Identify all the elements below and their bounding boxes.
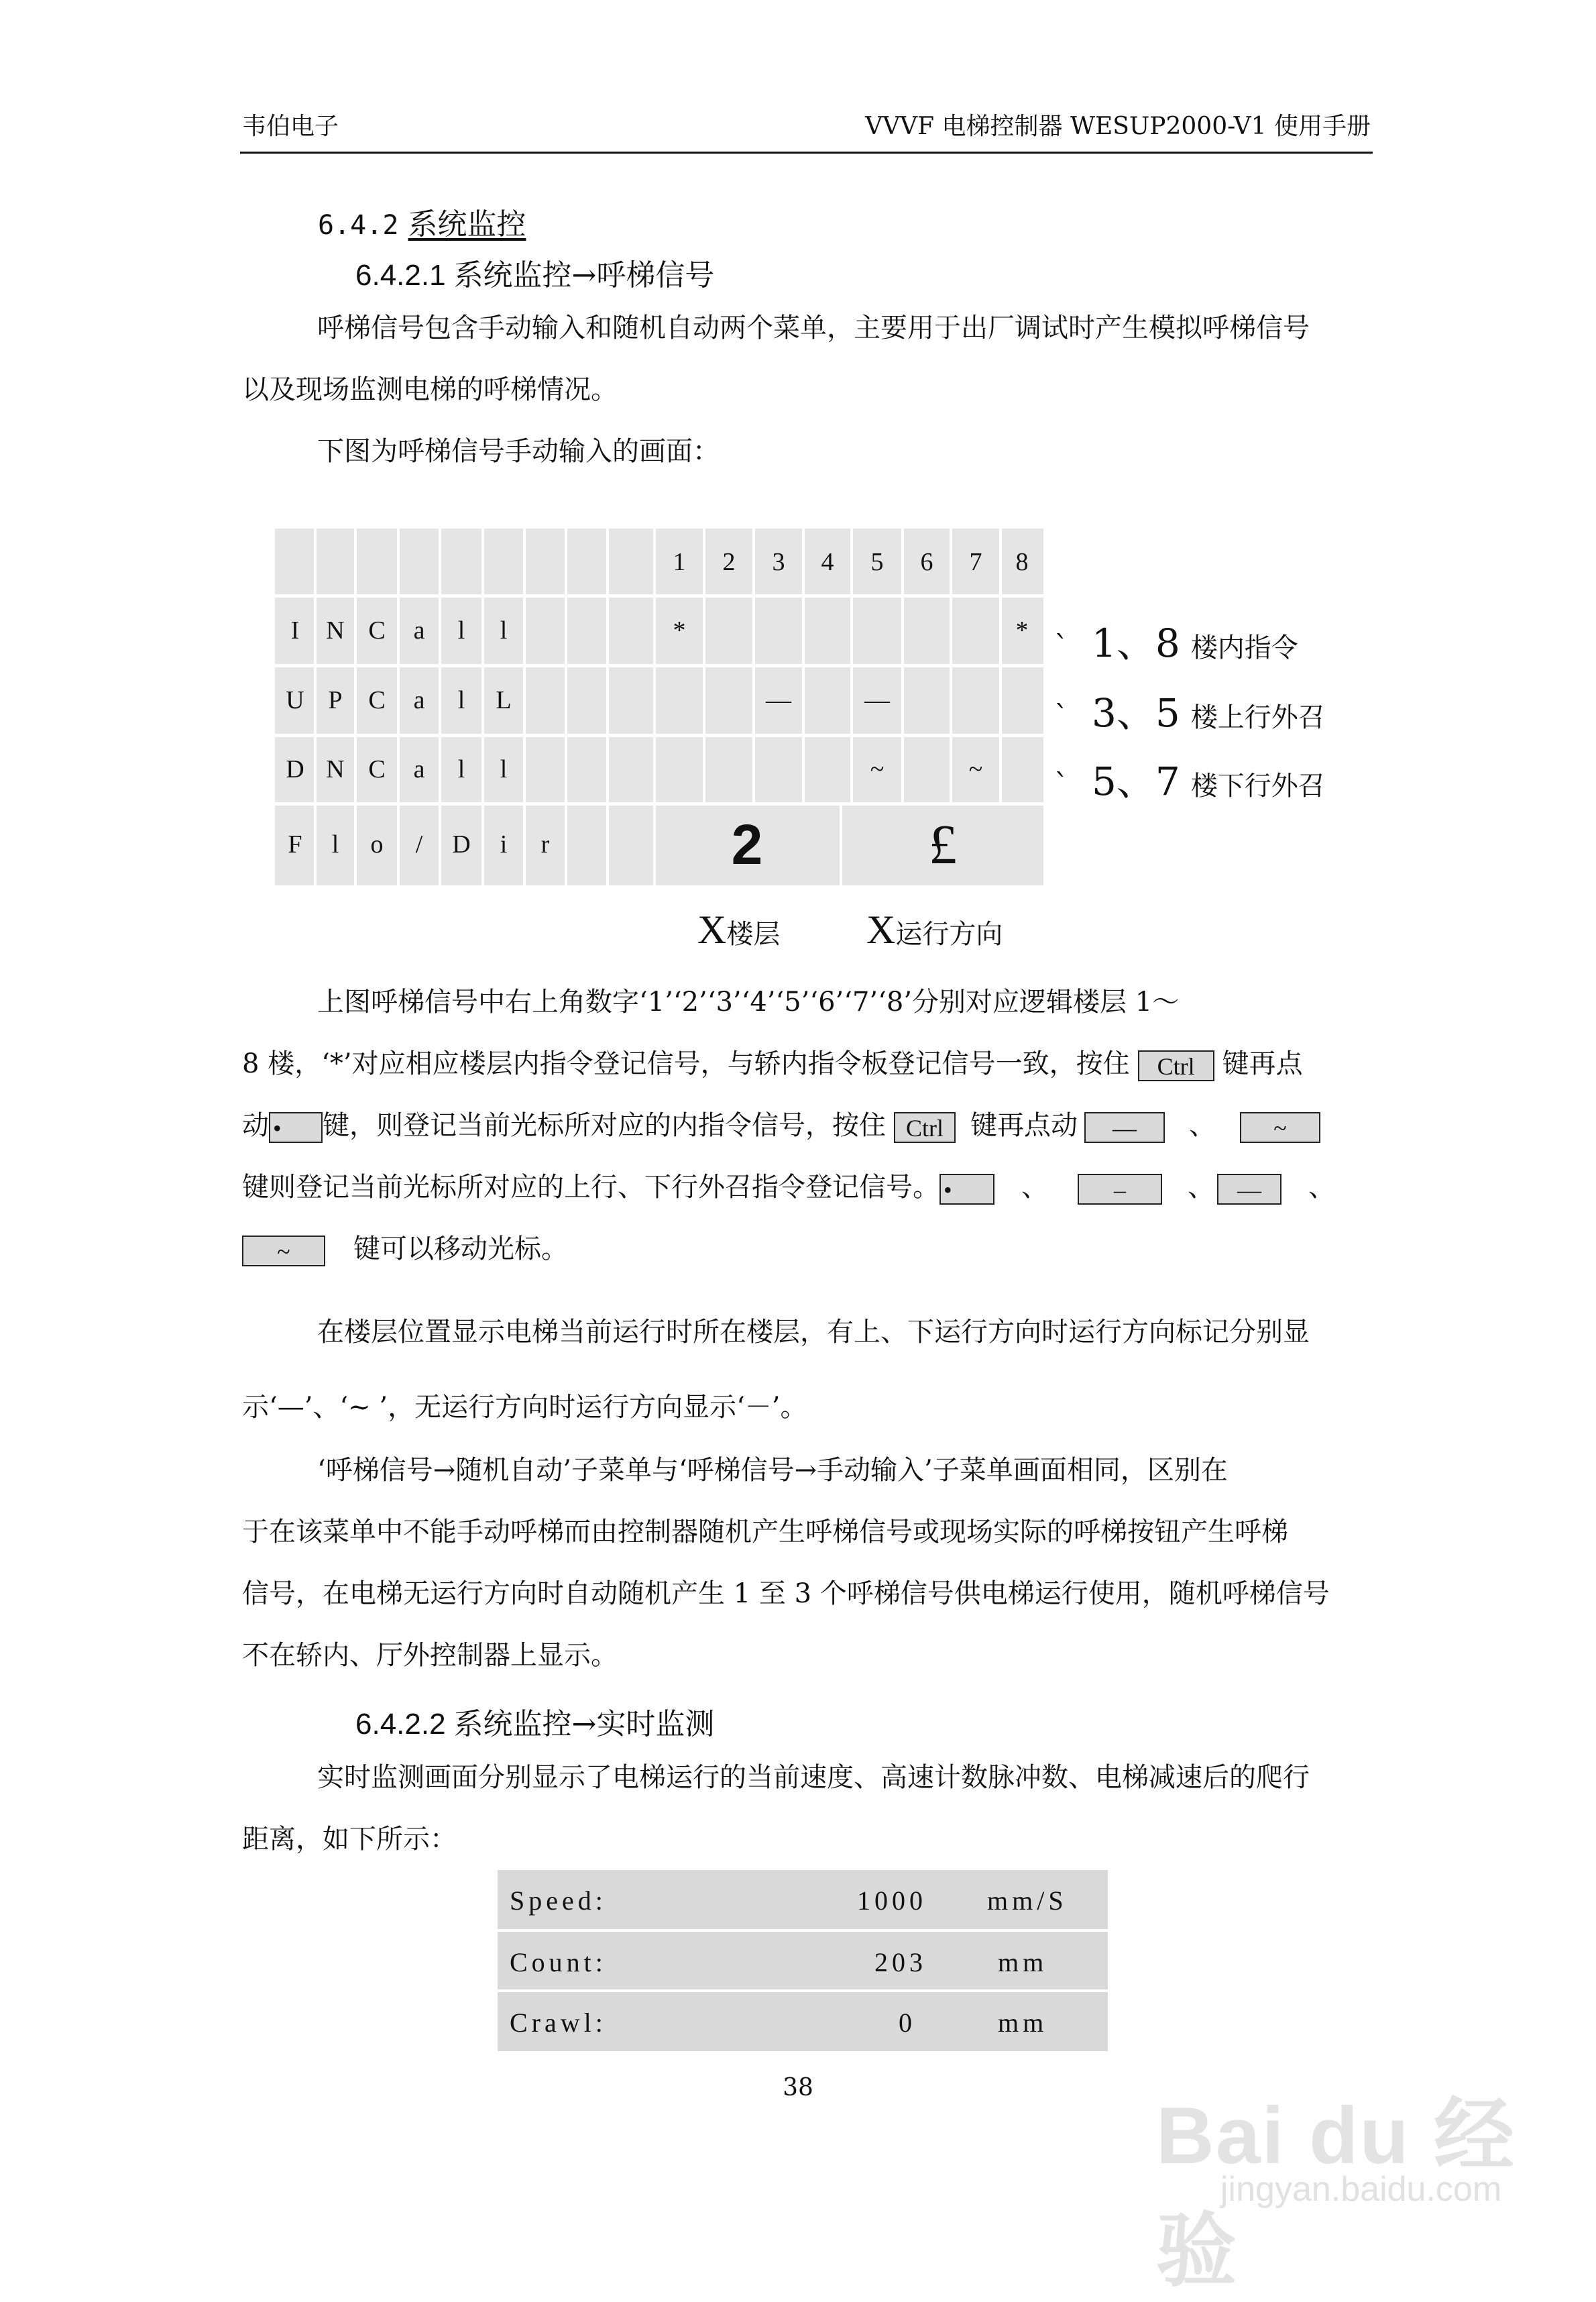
explanation-paragraph bbox=[242, 971, 1363, 1280]
caption-x-marker: X bbox=[866, 908, 896, 952]
text-line: 于在该菜单中不能手动呼梯而由控制器随机产生呼梯信号或现场实际的呼梯按钮产生呼梯 bbox=[242, 1517, 1288, 1547]
subsection-title: 系统监控→呼梯信号 bbox=[453, 258, 715, 292]
random-auto-paragraph bbox=[242, 1439, 1363, 1686]
monitor-value: 203 bbox=[874, 1947, 927, 1977]
monitor-value: 0 bbox=[899, 2008, 916, 2038]
lcd-flodir-label-char: F bbox=[288, 830, 302, 859]
floor-caption bbox=[697, 907, 780, 953]
annotation-incall bbox=[1054, 612, 1298, 668]
text-line bbox=[242, 1218, 1363, 1280]
text-run: 键再点动 bbox=[970, 1110, 1078, 1141]
text-line: 示‘—’、‘~ ’，无运行方向时运行方向显示‘－’。 bbox=[242, 1392, 807, 1423]
lcd-incall-mark: * bbox=[1015, 616, 1029, 645]
text-line: 呼梯信号包含手动输入和随机自动两个菜单，主要用于出厂调试时产生模拟呼梯信号 bbox=[317, 313, 1310, 343]
intro-paragraph bbox=[242, 297, 1363, 482]
lcd-row-divider bbox=[275, 734, 1043, 737]
header-rule bbox=[240, 152, 1373, 154]
lcd-upcall-mark: — bbox=[766, 686, 791, 714]
subsection-heading-realtime bbox=[355, 1700, 714, 1743]
section-title: 系统监控 bbox=[408, 207, 526, 241]
annotation-floors: 1、8 bbox=[1092, 620, 1180, 666]
lcd-upcall-label-char: P bbox=[328, 686, 343, 714]
realtime-monitor-screen bbox=[498, 1870, 1108, 2051]
realtime-paragraph bbox=[242, 1747, 1363, 1870]
lcd-flodir-label-char: l bbox=[331, 830, 339, 859]
monitor-label: Count: bbox=[510, 1947, 607, 1977]
caption-floor: 楼层 bbox=[726, 919, 781, 950]
lcd-floor-number: 1 bbox=[673, 548, 686, 576]
lcd-column-divider bbox=[606, 529, 609, 885]
lcd-column-divider bbox=[354, 529, 357, 885]
lcd-upcall-mark: — bbox=[864, 686, 890, 714]
lcd-dncall-label-char: l bbox=[457, 755, 465, 783]
lcd-incall-label-char: I bbox=[290, 616, 300, 645]
monitor-value: 1000 bbox=[857, 1885, 927, 1916]
lcd-upcall-label-char: U bbox=[286, 686, 304, 714]
lcd-dncall-label-char: D bbox=[286, 755, 304, 783]
section-number: 6.4.2 bbox=[318, 210, 399, 241]
monitor-unit: mm bbox=[998, 1947, 1048, 1977]
text-line: 下图为呼梯信号手动输入的画面： bbox=[317, 436, 720, 467]
monitor-label: Crawl: bbox=[510, 2008, 607, 2038]
annotation-label: 楼上行外召 bbox=[1190, 702, 1325, 733]
lcd-dncall-mark: ~ bbox=[968, 755, 983, 783]
lcd-incall-label-char: l bbox=[457, 616, 465, 645]
text-run: 、 bbox=[1021, 1172, 1048, 1203]
lcd-column-divider bbox=[481, 529, 484, 885]
lcd-upcall-label-char: C bbox=[368, 686, 386, 714]
dot-key: • bbox=[269, 1112, 323, 1143]
text-line: 不在轿内、厅外控制器上显示。 bbox=[242, 1640, 618, 1671]
annotation-tick: ` bbox=[1054, 630, 1069, 664]
baidu-jingyan-watermark bbox=[1156, 2051, 1532, 2296]
lcd-run-direction: £ bbox=[929, 813, 957, 876]
text-line: 在楼层位置显示电梯当前运行时所在楼层，有上、下运行方向时运行方向标记分别显 bbox=[317, 1317, 1310, 1348]
monitor-row-count bbox=[498, 1932, 1108, 1991]
watermark-brand: Bai du 经验 bbox=[1156, 2091, 1516, 2296]
text-run: 、 bbox=[1188, 1172, 1214, 1203]
up-key: — bbox=[1084, 1112, 1165, 1143]
lcd-incall-mark: * bbox=[673, 616, 686, 645]
lcd-flodir-label-char: i bbox=[500, 830, 508, 859]
lcd-floor-number: 8 bbox=[1015, 548, 1029, 576]
lcd-floor-number: 5 bbox=[870, 548, 884, 576]
text-line bbox=[242, 1033, 1363, 1095]
watermark-url: jingyan.baidu.com bbox=[1220, 2170, 1502, 2209]
lcd-column-divider bbox=[314, 529, 317, 885]
monitor-label: Speed: bbox=[510, 1885, 607, 1916]
text-run: 、 bbox=[1189, 1110, 1216, 1141]
text-line: 上图呼梯信号中右上角数字‘1’‘2’‘3’‘4’‘5’‘6’‘7’‘8’分别对应逻辑楼层 1～ bbox=[317, 987, 1180, 1018]
lcd-upcall-label-char: l bbox=[457, 686, 465, 714]
lcd-incall-label-char: a bbox=[413, 616, 425, 645]
text-run: 动 bbox=[242, 1110, 269, 1141]
subsection-title: 系统监控→实时监测 bbox=[453, 1707, 715, 1741]
lcd-floor-number: 6 bbox=[920, 548, 933, 576]
lcd-floor-number: 7 bbox=[969, 548, 982, 576]
dot-key: • bbox=[939, 1174, 994, 1205]
header-company: 韦伯电子 bbox=[242, 113, 339, 140]
annotation-label: 楼内指令 bbox=[1190, 633, 1298, 663]
down-key: ~ bbox=[1240, 1112, 1320, 1143]
up-key: — bbox=[1217, 1174, 1281, 1205]
lcd-floor-number: 3 bbox=[772, 548, 785, 576]
subsection-heading-call-signal bbox=[355, 251, 714, 294]
header-manual-title: VVVF 电梯控制器 WESUP2000-V1 使用手册 bbox=[865, 113, 1371, 140]
lcd-flodir-label-char: D bbox=[452, 830, 471, 859]
text-line: ‘呼梯信号→随机自动’子菜单与‘呼梯信号→手动输入’子菜单画面相同，区别在 bbox=[317, 1455, 1228, 1486]
ctrl-key: Ctrl bbox=[1138, 1050, 1214, 1081]
lcd-floor-number: 4 bbox=[821, 548, 834, 576]
lcd-row-divider bbox=[275, 664, 1043, 667]
text-run: 8 楼，‘*’对应相应楼层内指令登记信号，与轿内指令板登记信号一致，按住 bbox=[242, 1048, 1130, 1079]
text-line: 实时监测画面分别显示了电梯运行的当前速度、高速计数脉冲数、电梯减速后的爬行 bbox=[317, 1762, 1310, 1793]
text-run: 、 bbox=[1308, 1172, 1335, 1203]
text-line: 以及现场监测电梯的呼梯情况。 bbox=[242, 374, 618, 405]
text-run: 键，则登记当前光标所对应的内指令信号，按住 bbox=[323, 1110, 886, 1141]
minus-key: – bbox=[1078, 1174, 1162, 1205]
monitor-unit: mm bbox=[998, 2008, 1048, 2038]
lcd-flodir-label-char: / bbox=[415, 830, 423, 859]
lcd-flodir-label-char: o bbox=[370, 830, 384, 859]
lcd-current-floor: 2 bbox=[731, 812, 763, 876]
lcd-column-divider bbox=[565, 529, 567, 885]
section-heading bbox=[318, 200, 526, 243]
monitor-row-crawl bbox=[498, 1992, 1108, 2051]
lcd-incall-label-char: l bbox=[500, 616, 508, 645]
ctrl-key: Ctrl bbox=[894, 1112, 956, 1143]
annotation-floors: 3、5 bbox=[1092, 690, 1180, 736]
page-number: 38 bbox=[783, 2074, 813, 2101]
lcd-upcall-label-char: L bbox=[496, 686, 512, 714]
down-key: ~ bbox=[242, 1236, 325, 1266]
subsection-number: 6.4.2.2 bbox=[355, 1708, 446, 1741]
annotation-label: 楼下行外召 bbox=[1190, 771, 1325, 802]
text-line: 距离，如下所示： bbox=[242, 1824, 457, 1855]
monitor-row-speed bbox=[498, 1870, 1108, 1929]
annotation-floors: 5、7 bbox=[1092, 759, 1180, 804]
lcd-column-divider bbox=[439, 529, 441, 885]
annotation-tick: ` bbox=[1054, 700, 1069, 734]
lcd-floor-number: 2 bbox=[722, 548, 736, 576]
lcd-column-divider bbox=[523, 529, 526, 885]
annotation-upcall bbox=[1054, 681, 1325, 738]
lcd-dncall-label-char: C bbox=[368, 755, 386, 783]
lcd-dncall-label-char: l bbox=[500, 755, 508, 783]
call-signal-lcd-screen bbox=[275, 529, 1043, 885]
lcd-incall-label-char: C bbox=[368, 616, 386, 645]
monitor-unit: mm/S bbox=[987, 1885, 1068, 1916]
direction-caption bbox=[866, 907, 1003, 953]
lcd-incall-label-char: N bbox=[326, 616, 345, 645]
text-run: 键则登记当前光标所对应的上行、下行外召指令登记信号。 bbox=[242, 1172, 939, 1203]
annotation-dncall bbox=[1054, 750, 1325, 806]
caption-direction: 运行方向 bbox=[895, 919, 1003, 950]
annotation-tick: ` bbox=[1054, 768, 1069, 802]
lcd-row-divider bbox=[275, 594, 1043, 598]
lcd-dncall-label-char: N bbox=[326, 755, 345, 783]
lcd-flodir-label-char: r bbox=[540, 830, 550, 859]
text-line bbox=[242, 1095, 1363, 1156]
floor-display-paragraph bbox=[242, 1295, 1363, 1445]
text-run: 键再点 bbox=[1222, 1048, 1303, 1079]
lcd-column-divider bbox=[397, 529, 400, 885]
lcd-dncall-mark: ~ bbox=[870, 755, 885, 783]
text-run: 键可以移动光标。 bbox=[353, 1234, 568, 1264]
lcd-upcall-label-char: a bbox=[413, 686, 425, 714]
caption-x-marker: X bbox=[697, 908, 727, 952]
text-line bbox=[242, 1156, 1363, 1218]
text-line: 信号，在电梯无运行方向时自动随机产生 1 至 3 个呼梯信号供电梯运行使用，随机呼梯信号 bbox=[242, 1578, 1330, 1609]
subsection-number: 6.4.2.1 bbox=[355, 259, 446, 292]
lcd-dncall-label-char: a bbox=[413, 755, 425, 783]
